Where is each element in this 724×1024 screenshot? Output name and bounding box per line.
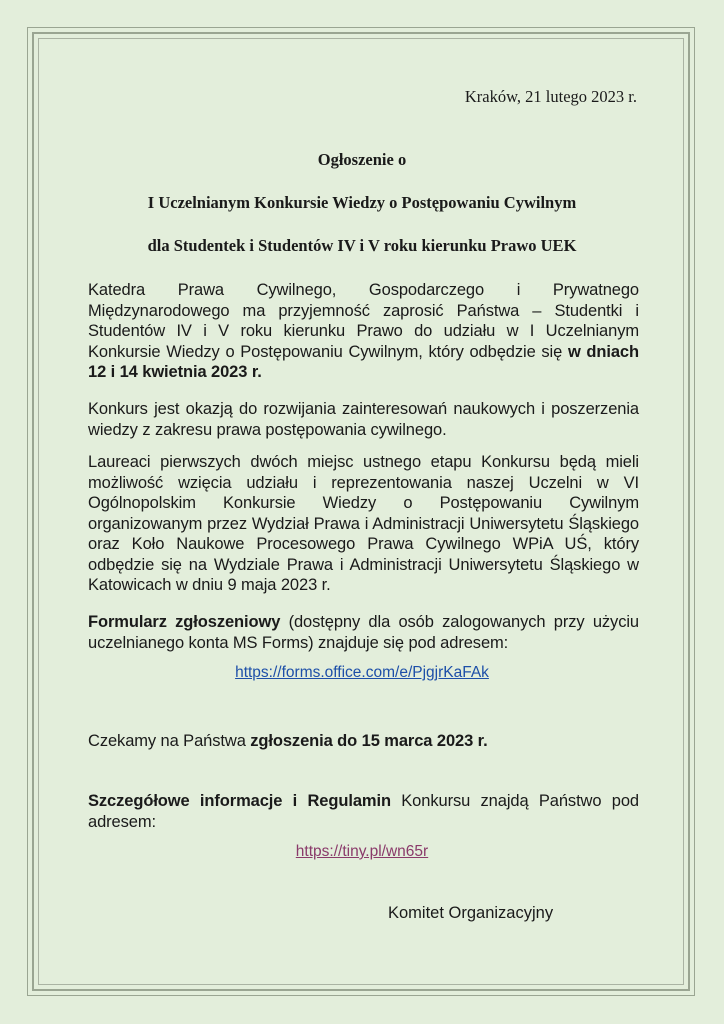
paragraph-laureates: Laureaci pierwszych dwóch miejsc ustnego etapu Konkursu będą mieli możliwość wzięcia udziału i reprezentowania naszej Uczelni w VI Ogólnopolskim Konkursie Wiedzy o Postępowaniu Cywilnym organizowanym przez Wydział Prawa i Administracji Uniwersytetu Śląskiego oraz Koło Naukowe Procesowego Prawa Cywilnego WPiA UŚ, który odbędzie się na Wydziale Prawa i Administracji Uniwersytetu Śląskiego w Katowicach w dniu 9 maja 2023 r. [88,453,639,594]
title-line-3: dla Studentek i Studentów IV i V roku kierunku Prawo UEK [147,236,577,255]
deadline-text: Czekamy na Państwa [88,732,251,750]
rules-link[interactable]: https://tiny.pl/wn65r [295,843,429,860]
paragraph-invitation [88,280,639,383]
title-line-2: I Uczelnianym Konkursie Wiedzy o Postępowaniu Cywilnym [147,193,577,212]
form-link[interactable]: https://forms.office.com/e/PjgjrKaFAk [235,664,489,681]
paragraph-deadline [88,731,639,752]
document-date: Kraków, 21 lutego 2023 r. [464,87,637,106]
invitation-text: Katedra Prawa Cywilnego, Gospodarczego i Prywatnego Międzynarodowego ma przyjemność zaprosić Państwa – Studentki i Studentów IV i V roku kierunku Prawo do udziału w I Uczelnianym Konkursie Wiedzy o Postępowaniu Cywilnym, który odbędzie się [88,281,639,361]
deadline-date: zgłoszenia do 15 marca 2023 r. [250,732,488,750]
form-label: Formularz zgłoszeniowy [88,613,281,631]
details-text: Konkursu znajdą Państwo pod adresem: [88,792,639,831]
paragraph-form-info [88,612,639,653]
form-info-text: (dostępny dla osób zalogowanych przy użyciu uczelnianego konta MS Forms) znajduje się pod adresem: [88,613,639,652]
invitation-dates: w dniach 12 i 14 kwietnia 2023 r. [88,342,639,381]
signature: Komitet Organizacyjny [388,904,554,922]
details-label: Szczegółowe informacje i Regulamin [88,792,391,810]
title-line-1: Ogłoszenie o [317,150,407,169]
paragraph-details [88,791,639,832]
paragraph-purpose: Konkurs jest okazją do rozwijania zainteresowań naukowych i poszerzenia wiedzy z zakresu prawa postępowania cywilnego. [88,400,639,439]
